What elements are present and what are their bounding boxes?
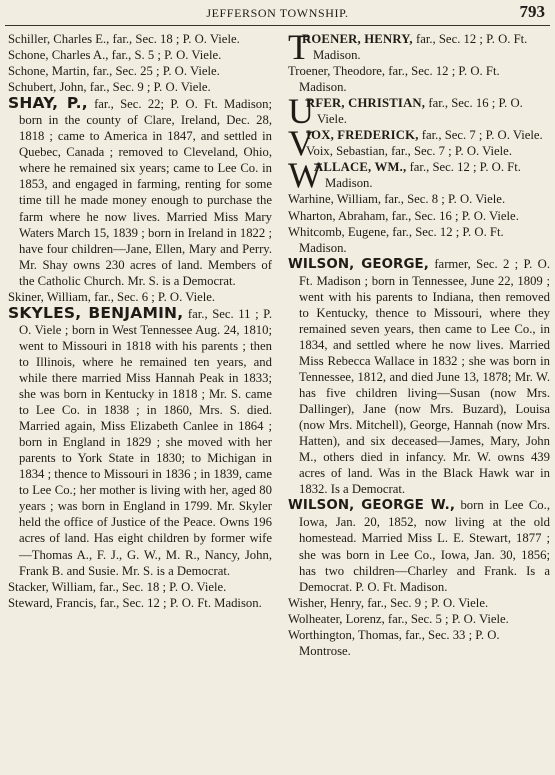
entry-text: far., Sec. 12 ; P. O. Ft. Madison. — [299, 64, 500, 95]
directory-entry — [288, 91, 550, 132]
entry-text: far., Sec. 12 ; P. O. Ft. Madison. — [313, 32, 528, 63]
directory-entry — [8, 79, 272, 95]
directory-entry — [8, 63, 272, 79]
directory-entry — [288, 627, 550, 659]
entry-text: far., Sec. 7 ; P. O. Viele. — [418, 128, 543, 143]
entry-text: far., Sec. 16 ; P. O. Viele. — [317, 96, 523, 127]
entry-text: far., Sec. 11 ; P. O. Viele ; born in West Tennessee Aug. 24, 1810; went to Missouri in 1818 with his parents ; then to Illinois, where he remained ten years, and while there married Miss Hannah Peak in 1833; she was born in Kentucky in 1818 ; Mr. S. came to Lee Co. in 1838 ; in 1860, Mrs. S. died. Married again, Miss Elizabeth Canlee in 1864 ; born in England in 1829 ; she moved with her parents to York State in 1830; to Michigan in 1834 ; thence to Missouri in 1836 ; in 1839, came to Lee Co.; her mother is living with her, aged 80 years ; was born in England in 1799. Mr. Skyler held the office of Justice of the Peace. Owns 196 acres of land. Has eight children by former wife—Thomas A., F. J., G. W., M. R., Nancy, John, Frank B. and Susie. Mr. S. is a Democrat. — [19, 306, 272, 578]
page-title: JEFFERSON TOWNSHIP. — [206, 6, 349, 20]
directory-entry — [8, 289, 272, 305]
entry-text: far., Sec. 9 ; P. O. Viele. — [86, 80, 211, 95]
entry-name: Steward, Francis, — [8, 595, 97, 610]
left-column — [8, 31, 272, 611]
entry-text: far., Sec. 18 ; P. O. Viele. — [109, 32, 240, 46]
page-header — [0, 4, 555, 24]
entry-name: Wharton, Abraham, — [288, 208, 389, 223]
entry-name: Wolheater, Lorenz, — [288, 611, 385, 626]
entry-name: ALLACE, WM., — [313, 160, 407, 175]
directory-entry — [288, 155, 550, 196]
entry-text: far., Sec. 8 ; P. O. Viele. — [381, 192, 506, 207]
directory-entry — [288, 611, 550, 627]
directory-entry — [288, 497, 550, 594]
entry-text: far., Sec. 12 ; P. O. Ft. Madison. — [324, 160, 521, 191]
directory-entry — [288, 191, 550, 207]
entry-name: Stacker, William, — [8, 579, 96, 594]
entry-name: SKYLES, BENJAMIN, — [8, 303, 184, 322]
entry-text: far., Sec. 25 ; P. O. Viele. — [89, 64, 220, 79]
right-column — [288, 27, 551, 659]
drop-cap: T — [288, 27, 310, 67]
entry-text: far., S. 5 ; P. O. Viele. — [108, 48, 222, 63]
entry-text: far., Sec. 22; P. O. Ft. Madison; born in the county of Clare, Ireland, Dec. 28, 1818 ; came to America in 1847, and settled in Quebec, Canada ; removed to Cleveland, Ohio, where he remained six years; came to Lee Co. in 1853, and engaged in farming, renting for some time till he made money enough to purchase the farm where he now lives. Married Miss Mary Waters March 15, 1839 ; born in Ireland in 1822 ; have four children—Jane, Ellen, Mary and Perry. Mr. Shay owns 230 acres of land. Members of the Catholic Church. Mr. S. is a Democrat. — [19, 97, 272, 288]
entry-name: Schiller, Charles E., — [8, 32, 110, 46]
entry-name: Worthington, Thomas, — [288, 627, 402, 642]
entry-name: WILSON, GEORGE, — [288, 256, 429, 272]
entry-text: far., Sec. 18 ; P. O. Viele. — [95, 579, 227, 594]
drop-cap: U — [288, 91, 314, 132]
directory-entry — [8, 305, 272, 579]
directory-entry — [8, 579, 272, 595]
entry-text: far., Sec. 5 ; P. O. Viele. — [384, 611, 509, 626]
entry-name: IOX, FREDERICK, — [306, 128, 419, 143]
entry-name: Troener, Theodore, — [288, 64, 386, 79]
entry-name: Warhine, William, — [288, 192, 382, 207]
entry-name: Whitcomb, Eugene, — [288, 224, 390, 239]
entry-name: Schubert, John, — [8, 80, 87, 95]
directory-entry — [288, 143, 550, 159]
entry-name: Schone, Charles A., — [8, 48, 109, 63]
entry-name: WILSON, GEORGE W., — [288, 498, 456, 514]
entry-text: far., Sec. 9 ; P. O. Viele. — [364, 595, 489, 610]
directory-entry — [8, 595, 272, 611]
directory-entry — [288, 208, 550, 224]
entry-text: far., Sec. 6 ; P. O. Viele. — [90, 289, 216, 304]
entry-name: SHAY, P., — [8, 94, 88, 113]
entry-text: farmer, Sec. 2 ; P. O. Ft. Madison ; born in Tennessee, June 22, 1809 ; went with his parents to Indiana, then removed to Kentucky, thence to Missouri, where they remained seven years, then came to Lee Co., in 1834, and settled where he now lives. Married Miss Rebecca Wallace in 1832 ; she was born in Tennessee, 1812, and died June 13, 1878; Mr. W. has five children living—Susan (now Mrs. Dallinger), Jane (now Mrs. Buzard), Louisa (now Mrs. Mitchell), George, Hannah (now Mrs. Hatten), and six deceased—James, Mary, John M., others died in infancy. Mr. W. owns 439 acres of land. Was in the Black Hawk war in 1832. Is a Democrat. — [299, 256, 551, 497]
directory-entry — [288, 27, 550, 67]
entry-name: Wisher, Henry, — [288, 595, 365, 610]
directory-entry — [8, 31, 272, 47]
header-rule — [5, 25, 550, 26]
entry-name: Skiner, William, — [8, 289, 91, 304]
drop-cap: W — [288, 155, 322, 196]
entry-text: far., Sec. 16 ; P. O. Viele. — [388, 208, 519, 223]
entry-name: Schone, Martin, — [8, 64, 90, 79]
page-number: 793 — [519, 2, 545, 21]
entry-text: born in Lee Co., Iowa, Jan. 20, 1852, now living at the old homestead. Married Miss L. E. Stewart, 1877 ; she was born in Lee Co., Iowa, Jan. 30, 1856; has two children—Charley and Frank. Is a Democrat. P. O. Ft. Madison. — [299, 498, 550, 594]
entry-name: ROENER, HENRY, — [302, 32, 413, 46]
entry-text: far., Sec. 7 ; P. O. Viele. — [387, 144, 512, 159]
drop-cap: V — [288, 123, 314, 164]
directory-entry — [8, 47, 272, 63]
entry-text: far., Sec. 33 ; P. O. Montrose. — [299, 627, 500, 658]
entry-text: far., Sec. 12 ; P. O. Ft. Madison. — [299, 224, 504, 255]
entry-text: far., Sec. 12 ; P. O. Ft. Madison. — [96, 595, 262, 610]
directory-entry — [288, 224, 550, 256]
directory-entry — [8, 95, 272, 289]
entry-name: RFER, CHRISTIAN, — [306, 96, 426, 111]
directory-entry — [288, 63, 550, 95]
entry-name: Voix, Sebastian, — [306, 144, 388, 159]
directory-entry — [288, 256, 550, 498]
directory-entry — [288, 595, 550, 611]
